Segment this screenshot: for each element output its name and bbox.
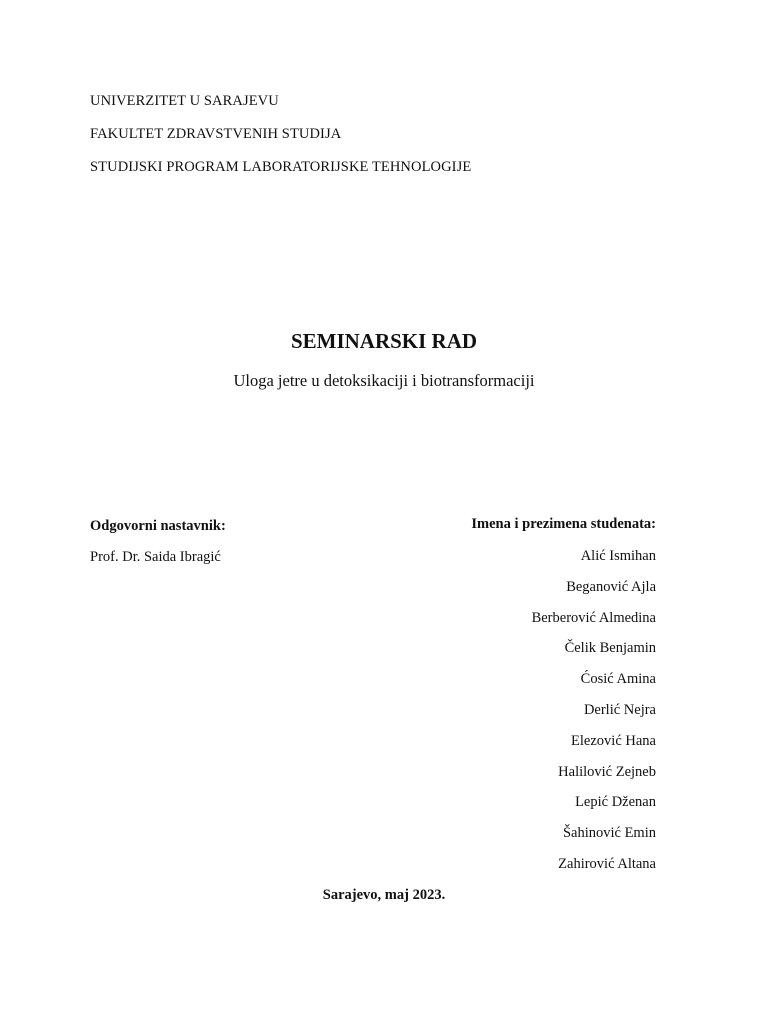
student-name: Lepić Dženan bbox=[575, 794, 656, 811]
student-name: Derlić Nejra bbox=[583, 701, 656, 718]
students-list bbox=[532, 546, 656, 885]
student-name: Ćosić Amina bbox=[580, 671, 656, 688]
students-heading: Imena i prezimena studenata: bbox=[471, 516, 656, 532]
student-name: Halilović Zejneb bbox=[558, 763, 656, 780]
student-name: Beganović Ajla bbox=[566, 578, 656, 595]
university-name: UNIVERZITET U SARAJEVU bbox=[90, 93, 279, 109]
student-name: Elezović Hana bbox=[571, 732, 656, 749]
teacher-name: Prof. Dr. Saida Ibragić bbox=[90, 549, 221, 565]
student-name: Alić Ismihan bbox=[580, 548, 656, 564]
teacher-heading: Odgovorni nastavnik: bbox=[90, 518, 226, 534]
student-name: Zahirović Altana bbox=[558, 855, 656, 872]
study-program: STUDIJSKI PROGRAM LABORATORIJSKE TEHNOLOGIJE bbox=[90, 159, 472, 175]
document-title: SEMINARSKI RAD bbox=[290, 329, 478, 353]
place-and-date: Sarajevo, maj 2023. bbox=[322, 887, 446, 903]
student-name: Berberović Almedina bbox=[531, 609, 656, 626]
document-subtitle: Uloga jetre u detoksikaciji i biotransformaciji bbox=[233, 371, 535, 390]
faculty-name: FAKULTET ZDRAVSTVENIH STUDIJA bbox=[90, 126, 342, 142]
student-name: Čelik Benjamin bbox=[564, 640, 656, 657]
student-name: Šahinović Emin bbox=[562, 825, 656, 842]
